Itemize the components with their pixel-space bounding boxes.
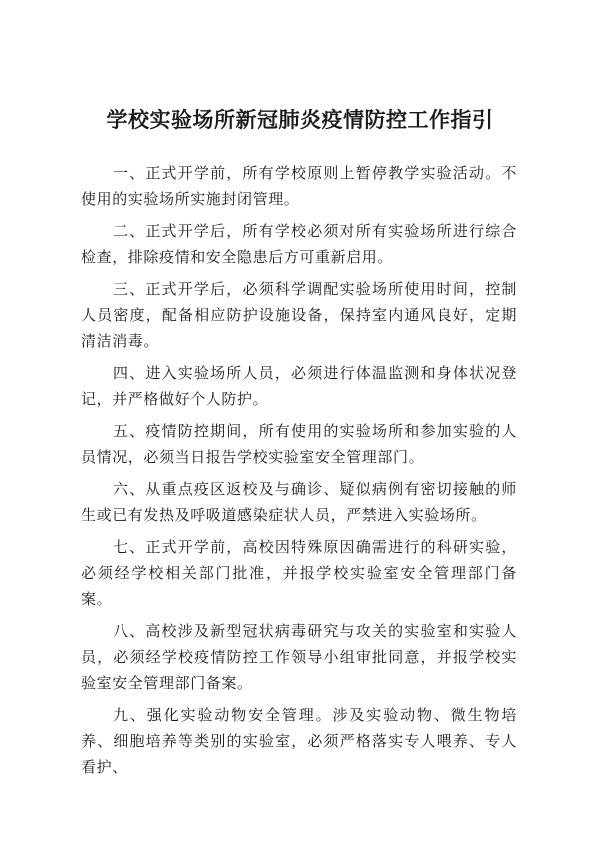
paragraph-7: 七、正式开学前，高校因特殊原因确需进行的科研实验，必须经学校相关部门批准，并报学校实验室安全管理部门备案。 [81, 538, 517, 608]
paragraph-2: 二、正式开学后，所有学校必须对所有实验场所进行综合检查，排除疫情和安全隐患后方可重新启用。 [81, 222, 517, 266]
paragraph-5: 五、疫情防控期间，所有使用的实验场所和参加实验的人员情况，必须当日报告学校实验室安全管理部门。 [81, 422, 517, 466]
document-body [81, 160, 517, 786]
paragraph-3: 三、正式开学后，必须科学调配实验场所使用时间，控制人员密度，配备相应防护设施设备，保持室内通风良好，定期清洁消毒。 [81, 280, 517, 350]
paragraph-1: 一、正式开学前，所有学校原则上暂停教学实验活动。不使用的实验场所实施封闭管理。 [81, 164, 517, 208]
paragraph-8: 八、高校涉及新型冠状病毒研究与攻关的实验室和实验人员，必须经学校疫情防控工作领导小组审批同意，并报学校实验室安全管理部门备案。 [81, 622, 517, 692]
paragraph-4: 四、进入实验场所人员，必须进行体温监测和身体状况登记，并严格做好个人防护。 [81, 364, 517, 408]
paragraph-6: 六、从重点疫区返校及与确诊、疑似病例有密切接触的师生或已有发热及呼吸道感染症状人员，严禁进入实验场所。 [81, 480, 517, 524]
paragraph-9: 九、强化实验动物安全管理。涉及实验动物、微生物培养、细胞培养等类别的实验室，必须严格落实专人喂养、专人看护、 [81, 706, 517, 776]
document-title: 学校实验场所新冠肺炎疫情防控工作指引 [106, 108, 494, 132]
